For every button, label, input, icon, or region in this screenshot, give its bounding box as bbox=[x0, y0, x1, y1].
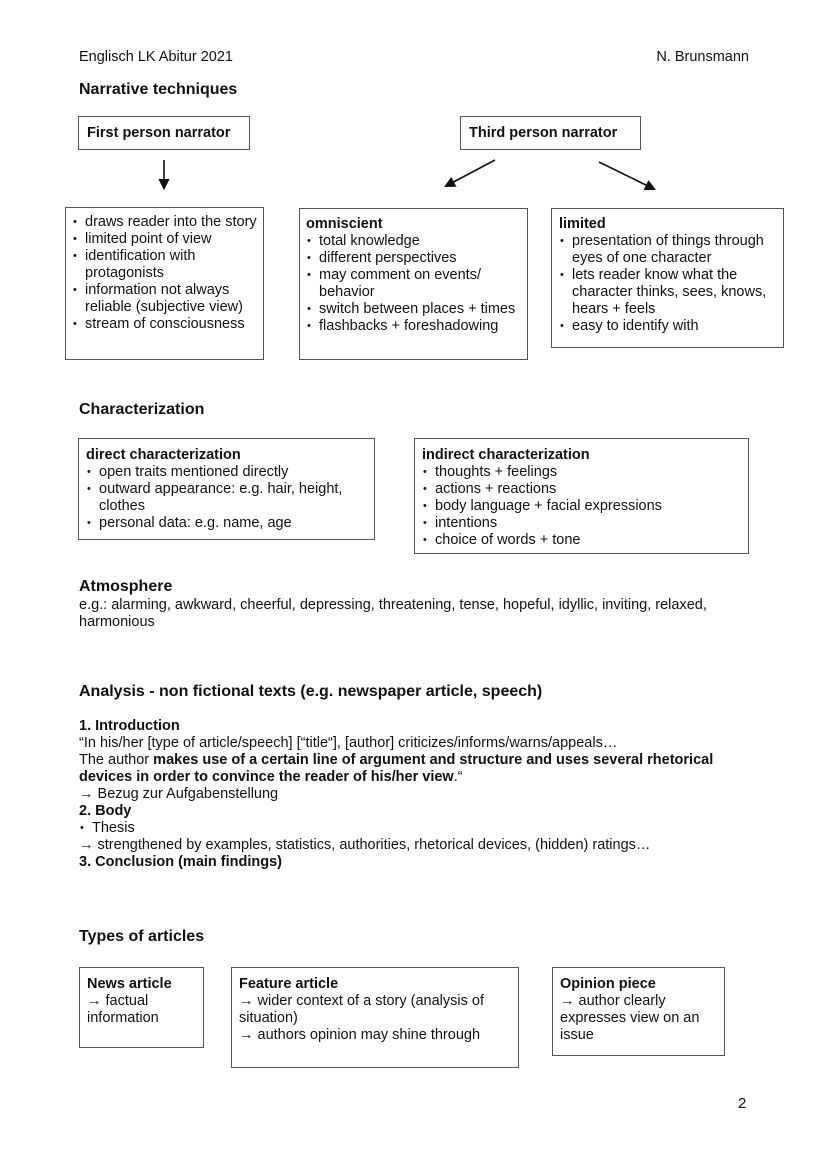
feature-line: situation) bbox=[239, 1010, 298, 1026]
list-item: • presentation of things through eyes of one character bbox=[559, 233, 777, 267]
list-item: • outward appearance: e.g. hair, height, clothes bbox=[86, 481, 368, 515]
list-item: • switch between places + times bbox=[306, 301, 521, 318]
omniscient-box bbox=[299, 208, 528, 360]
indirect-characterization-box bbox=[414, 438, 749, 554]
narrative-heading: Narrative techniques bbox=[79, 81, 238, 98]
body-item: • Thesis bbox=[79, 820, 779, 837]
intro-line-3-post: .“ bbox=[453, 769, 463, 785]
list-item: • stream of consciousness bbox=[72, 316, 257, 333]
arrow-down-left-icon bbox=[446, 160, 495, 186]
news-line: information bbox=[87, 1010, 159, 1026]
news-line: → factual bbox=[87, 993, 149, 1009]
intro-line-2-bold: makes use of a certain line of argument and structure and uses several rhetorical bbox=[153, 752, 714, 768]
analysis-body bbox=[79, 718, 779, 871]
intro-line-1: “In his/her [type of article/speech] [“title“], [author] criticizes/informs/warns/appeals… bbox=[79, 735, 618, 751]
direct-title: direct characterization bbox=[86, 447, 241, 463]
atmosphere-text: e.g.: alarming, awkward, cheerful, depressing, threatening, tense, hopeful, idyllic, inviting, relaxed, harmonious bbox=[79, 597, 707, 630]
intro-heading: 1. Introduction bbox=[79, 718, 180, 734]
list-item: • thoughts + feelings bbox=[422, 464, 742, 481]
list-item: • identification with protagonists bbox=[72, 248, 257, 282]
list-item: • easy to identify with bbox=[559, 318, 777, 335]
list-item: • total knowledge bbox=[306, 233, 521, 250]
intro-note: → Bezug zur Aufgabenstellung bbox=[79, 786, 279, 802]
first-person-details bbox=[65, 207, 264, 360]
articles-heading: Types of articles bbox=[79, 928, 205, 945]
third-person-label: Third person narrator bbox=[469, 125, 618, 141]
list-item: • limited point of view bbox=[72, 231, 257, 248]
conclusion-heading: 3. Conclusion (main findings) bbox=[79, 854, 282, 870]
header-left: Englisch LK Abitur 2021 bbox=[79, 49, 233, 65]
body-note: → strengthened by examples, statistics, authorities, rhetorical devices, (hidden) ratings… bbox=[79, 837, 651, 853]
intro-line-3 bbox=[79, 769, 779, 786]
limited-title: limited bbox=[559, 216, 606, 232]
omniscient-title: omniscient bbox=[306, 216, 383, 232]
feature-title: Feature article bbox=[239, 976, 339, 992]
direct-characterization-box bbox=[78, 438, 375, 540]
list-item: • open traits mentioned directly bbox=[86, 464, 368, 481]
list-item: • may comment on events/ behavior bbox=[306, 267, 521, 301]
arrow-down-right-icon bbox=[599, 162, 654, 189]
first-person-label: First person narrator bbox=[87, 125, 231, 141]
list-item: • choice of words + tone bbox=[422, 532, 742, 549]
body-heading: 2. Body bbox=[79, 803, 132, 819]
opinion-line: expresses view on an bbox=[560, 1010, 700, 1026]
list-item: • intentions bbox=[422, 515, 742, 532]
header-right: N. Brunsmann bbox=[656, 49, 749, 65]
narrative-arrows bbox=[0, 0, 828, 200]
indirect-title: indirect characterization bbox=[422, 447, 590, 463]
opinion-line: issue bbox=[560, 1027, 594, 1043]
feature-line: → wider context of a story (analysis of bbox=[239, 993, 484, 1009]
atmosphere-heading: Atmosphere bbox=[79, 578, 173, 595]
characterization-heading: Characterization bbox=[79, 401, 205, 418]
list-item: • body language + facial expressions bbox=[422, 498, 742, 515]
feature-article-box bbox=[231, 967, 519, 1068]
opinion-piece-box bbox=[552, 967, 725, 1056]
analysis-heading: Analysis - non fictional texts (e.g. newspaper article, speech) bbox=[79, 683, 543, 700]
list-item: • draws reader into the story bbox=[72, 214, 257, 231]
intro-line-2 bbox=[79, 752, 779, 769]
page-number: 2 bbox=[738, 1095, 747, 1112]
intro-line-3-bold: devices in order to convince the reader of his/her view bbox=[79, 769, 454, 785]
opinion-line: → author clearly bbox=[560, 993, 666, 1009]
intro-line-2-pre: The author bbox=[79, 752, 154, 768]
list-item: • information not always reliable (subjective view) bbox=[72, 282, 257, 316]
news-article-box bbox=[79, 967, 204, 1048]
list-item: • actions + reactions bbox=[422, 481, 742, 498]
list-item: • lets reader know what the character thinks, sees, knows, hears + feels bbox=[559, 267, 777, 318]
list-item: • different perspectives bbox=[306, 250, 521, 267]
opinion-title: Opinion piece bbox=[560, 976, 656, 992]
limited-box bbox=[551, 208, 784, 348]
feature-line: → authors opinion may shine through bbox=[239, 1027, 481, 1043]
news-title: News article bbox=[87, 976, 172, 992]
list-item: • personal data: e.g. name, age bbox=[86, 515, 368, 532]
list-item: • flashbacks + foreshadowing bbox=[306, 318, 521, 335]
